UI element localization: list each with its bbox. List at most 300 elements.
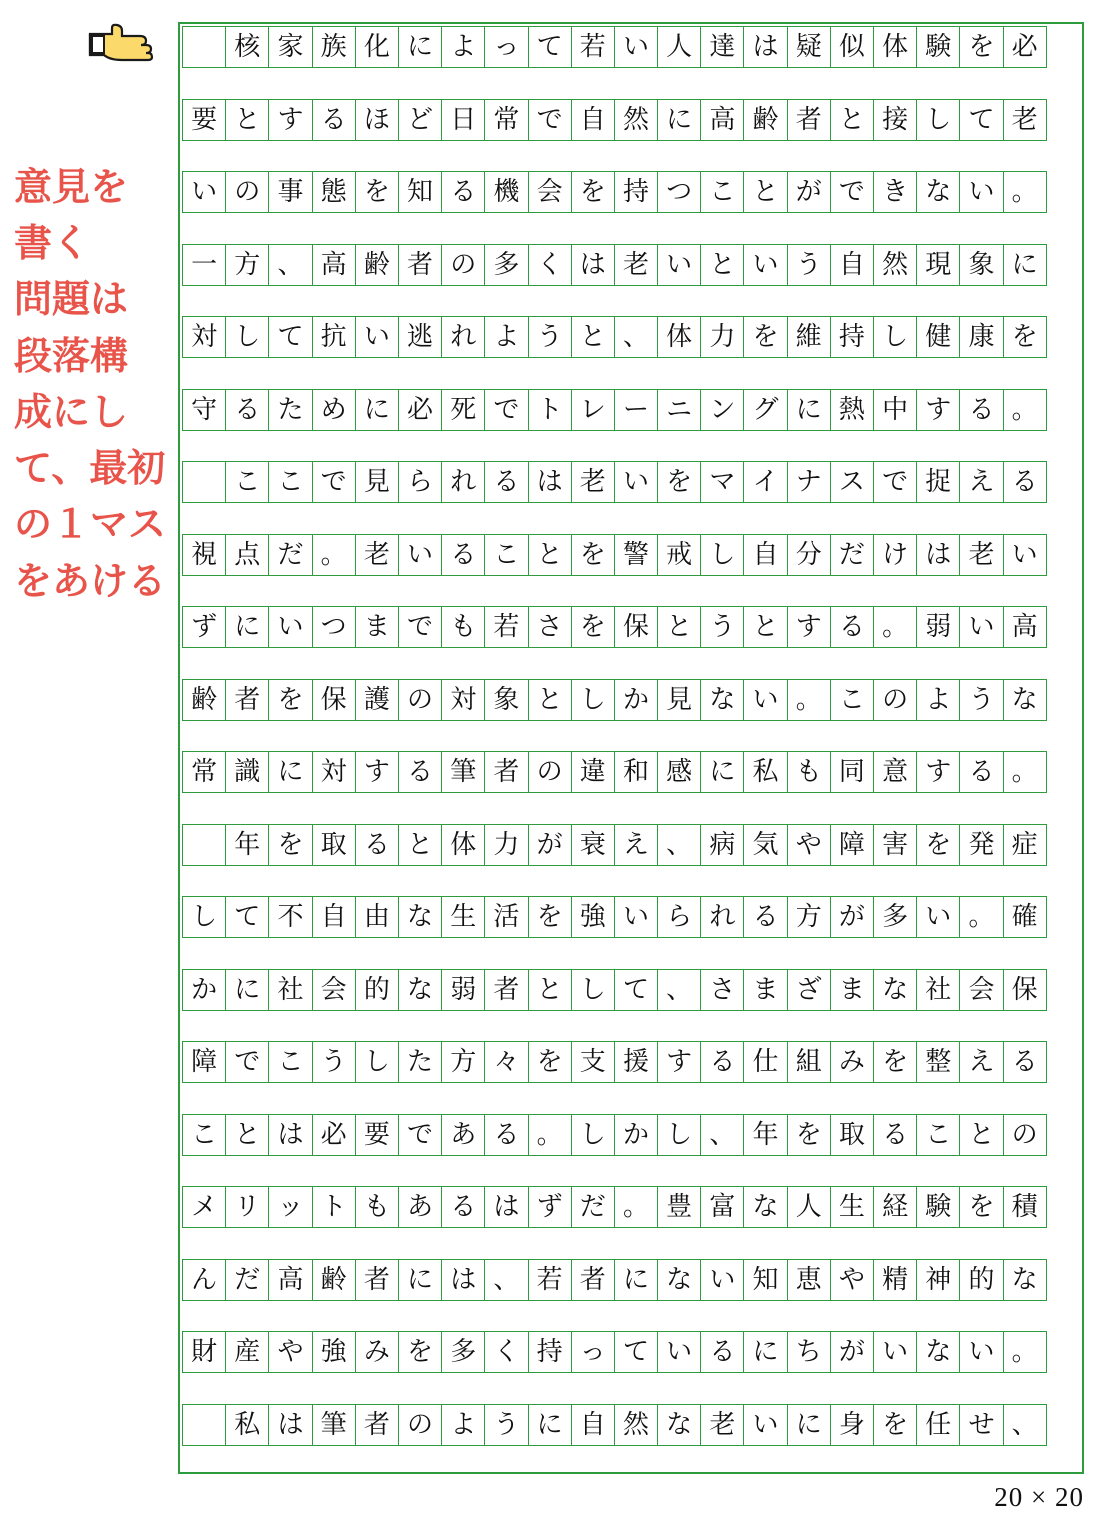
manuscript-cell[interactable]: と [528,679,572,721]
manuscript-cell[interactable]: え [614,824,658,866]
manuscript-cell[interactable]: 同 [830,751,874,793]
manuscript-cell[interactable]: 支 [571,1041,615,1083]
manuscript-cell[interactable]: 発 [959,824,1003,866]
manuscript-cell[interactable]: う [484,1404,528,1446]
manuscript-cell[interactable]: に [657,99,701,141]
manuscript-cell[interactable]: 、 [1003,1404,1047,1446]
manuscript-cell[interactable]: て [614,969,658,1011]
manuscript-cell[interactable]: と [657,606,701,648]
manuscript-cell[interactable]: 病 [700,824,744,866]
manuscript-cell[interactable]: う [787,244,831,286]
manuscript-cell[interactable]: な [398,969,442,1011]
manuscript-cell[interactable]: な [916,171,960,213]
manuscript-cell[interactable]: 活 [484,896,528,938]
manuscript-cell[interactable]: る [441,171,485,213]
manuscript-cell[interactable]: が [528,824,572,866]
manuscript-cell[interactable]: 仕 [743,1041,787,1083]
manuscript-cell[interactable]: 者 [355,1404,399,1446]
manuscript-cell[interactable]: 体 [873,26,917,68]
manuscript-cell[interactable]: い [657,244,701,286]
manuscript-cell[interactable]: さ [528,606,572,648]
manuscript-cell[interactable]: 齢 [312,1259,356,1301]
manuscript-cell[interactable]: 要 [182,99,226,141]
manuscript-cell[interactable]: る [1003,1041,1047,1083]
manuscript-cell[interactable]: 守 [182,389,226,431]
manuscript-cell[interactable]: こ [225,461,269,503]
manuscript-cell[interactable]: れ [700,896,744,938]
manuscript-cell[interactable]: 。 [787,679,831,721]
manuscript-cell[interactable]: 精 [873,1259,917,1301]
manuscript-cell[interactable]: を [657,461,701,503]
manuscript-cell[interactable]: 方 [441,1041,485,1083]
manuscript-cell[interactable]: な [873,969,917,1011]
manuscript-cell[interactable]: い [959,1331,1003,1373]
manuscript-cell[interactable]: 象 [484,679,528,721]
manuscript-cell[interactable]: し [571,969,615,1011]
manuscript-cell[interactable]: て [225,896,269,938]
manuscript-cell[interactable]: ら [657,896,701,938]
manuscript-cell[interactable]: の [441,244,485,286]
manuscript-cell[interactable]: と [743,606,787,648]
manuscript-cell[interactable]: い [700,1259,744,1301]
manuscript-cell[interactable]: 然 [614,99,658,141]
manuscript-cell[interactable]: 若 [484,606,528,648]
manuscript-cell[interactable]: 生 [441,896,485,938]
manuscript-cell[interactable]: 不 [268,896,312,938]
manuscript-cell[interactable]: よ [484,316,528,358]
manuscript-cell[interactable]: 健 [916,316,960,358]
manuscript-cell[interactable]: な [657,1404,701,1446]
manuscript-cell[interactable]: 。 [873,606,917,648]
manuscript-cell[interactable]: る [484,1114,528,1156]
manuscript-cell[interactable]: 康 [959,316,1003,358]
manuscript-cell[interactable]: 取 [312,824,356,866]
manuscript-cell[interactable]: る [959,751,1003,793]
manuscript-cell[interactable]: ど [398,99,442,141]
manuscript-cell[interactable]: の [528,751,572,793]
manuscript-cell[interactable]: 体 [657,316,701,358]
manuscript-cell[interactable]: 験 [916,1186,960,1228]
manuscript-cell[interactable]: ほ [355,99,399,141]
manuscript-cell[interactable]: に [398,1259,442,1301]
manuscript-cell[interactable]: だ [571,1186,615,1228]
manuscript-cell[interactable]: 抗 [312,316,356,358]
manuscript-cell[interactable]: を [571,534,615,576]
manuscript-cell[interactable]: こ [268,461,312,503]
manuscript-cell[interactable]: 整 [916,1041,960,1083]
manuscript-cell[interactable]: と [959,1114,1003,1156]
manuscript-cell[interactable]: 衰 [571,824,615,866]
manuscript-cell[interactable]: を [571,171,615,213]
manuscript-cell[interactable]: 経 [873,1186,917,1228]
manuscript-cell[interactable]: う [700,606,744,648]
manuscript-cell[interactable]: る [225,389,269,431]
manuscript-cell[interactable]: て [268,316,312,358]
manuscript-cell[interactable]: 持 [614,171,658,213]
manuscript-cell[interactable]: を [268,679,312,721]
manuscript-cell[interactable]: よ [916,679,960,721]
manuscript-cell[interactable]: す [657,1041,701,1083]
manuscript-cell[interactable]: と [528,534,572,576]
manuscript-cell[interactable]: る [700,1041,744,1083]
manuscript-cell[interactable]: 自 [312,896,356,938]
manuscript-cell[interactable]: 感 [657,751,701,793]
manuscript-cell[interactable]: 齢 [182,679,226,721]
manuscript-cell[interactable]: え [959,1041,1003,1083]
manuscript-cell[interactable]: 者 [571,1259,615,1301]
manuscript-cell[interactable]: ち [787,1331,831,1373]
manuscript-cell[interactable] [182,26,226,68]
manuscript-cell[interactable]: 持 [528,1331,572,1373]
manuscript-cell[interactable]: 必 [1003,26,1047,68]
manuscript-cell[interactable]: に [355,389,399,431]
manuscript-cell[interactable]: を [398,1331,442,1373]
manuscript-cell[interactable]: こ [182,1114,226,1156]
manuscript-cell[interactable]: 熱 [830,389,874,431]
manuscript-cell[interactable]: な [700,679,744,721]
manuscript-cell[interactable]: レ [571,389,615,431]
manuscript-cell[interactable]: な [1003,1259,1047,1301]
manuscript-cell[interactable]: ト [312,1186,356,1228]
manuscript-cell[interactable]: よ [441,1404,485,1446]
manuscript-cell[interactable]: 現 [916,244,960,286]
manuscript-cell[interactable]: を [873,1404,917,1446]
manuscript-cell[interactable]: も [441,606,485,648]
manuscript-cell[interactable]: 齢 [355,244,399,286]
manuscript-cell[interactable]: に [225,606,269,648]
manuscript-cell[interactable]: い [959,606,1003,648]
manuscript-cell[interactable]: 。 [1003,171,1047,213]
manuscript-cell[interactable]: け [873,534,917,576]
manuscript-cell[interactable]: る [959,389,1003,431]
manuscript-cell[interactable]: で [528,99,572,141]
manuscript-cell[interactable]: ッ [268,1186,312,1228]
manuscript-cell[interactable]: は [484,1186,528,1228]
manuscript-cell[interactable]: 私 [743,751,787,793]
manuscript-cell[interactable]: 症 [1003,824,1047,866]
manuscript-cell[interactable]: ざ [787,969,831,1011]
manuscript-cell[interactable]: 対 [182,316,226,358]
manuscript-cell[interactable]: 死 [441,389,485,431]
manuscript-cell[interactable]: と [398,824,442,866]
manuscript-cell[interactable]: 逃 [398,316,442,358]
manuscript-cell[interactable]: 知 [743,1259,787,1301]
manuscript-cell[interactable]: 力 [484,824,528,866]
manuscript-cell[interactable]: く [528,244,572,286]
manuscript-cell[interactable]: 弱 [916,606,960,648]
manuscript-cell[interactable]: に [268,751,312,793]
manuscript-cell[interactable]: 自 [743,534,787,576]
manuscript-cell[interactable]: 多 [873,896,917,938]
manuscript-cell[interactable]: し [657,1114,701,1156]
manuscript-cell[interactable]: い [182,171,226,213]
manuscript-cell[interactable]: 組 [787,1041,831,1083]
manuscript-cell[interactable]: 必 [398,389,442,431]
manuscript-cell[interactable]: 者 [787,99,831,141]
manuscript-cell[interactable]: 高 [268,1259,312,1301]
manuscript-cell[interactable]: た [398,1041,442,1083]
manuscript-cell[interactable]: を [571,606,615,648]
manuscript-cell[interactable]: 事 [268,171,312,213]
manuscript-cell[interactable]: 年 [743,1114,787,1156]
manuscript-cell[interactable]: る [484,461,528,503]
manuscript-cell[interactable]: 、 [268,244,312,286]
manuscript-cell[interactable] [182,1404,226,1446]
manuscript-cell[interactable]: 。 [528,1114,572,1156]
manuscript-cell[interactable]: 弱 [441,969,485,1011]
manuscript-cell[interactable]: ト [528,389,572,431]
manuscript-cell[interactable]: ス [830,461,874,503]
manuscript-cell[interactable]: に [787,389,831,431]
manuscript-cell[interactable]: の [873,679,917,721]
manuscript-cell[interactable]: 見 [657,679,701,721]
manuscript-cell[interactable]: 者 [484,969,528,1011]
manuscript-cell[interactable]: 高 [312,244,356,286]
manuscript-cell[interactable]: い [743,244,787,286]
manuscript-cell[interactable]: 。 [614,1186,658,1228]
manuscript-cell[interactable]: 一 [182,244,226,286]
manuscript-cell[interactable]: 筆 [441,751,485,793]
manuscript-cell[interactable]: す [916,389,960,431]
manuscript-cell[interactable]: か [614,679,658,721]
manuscript-cell[interactable]: ま [743,969,787,1011]
manuscript-cell[interactable]: 験 [916,26,960,68]
manuscript-cell[interactable]: イ [743,461,787,503]
manuscript-cell[interactable]: き [873,171,917,213]
manuscript-cell[interactable]: る [830,606,874,648]
manuscript-cell[interactable]: 年 [225,824,269,866]
manuscript-cell[interactable]: す [355,751,399,793]
manuscript-cell[interactable]: に [225,969,269,1011]
manuscript-cell[interactable]: い [355,316,399,358]
manuscript-cell[interactable]: 的 [959,1259,1003,1301]
manuscript-cell[interactable]: え [959,461,1003,503]
manuscript-cell[interactable]: の [398,679,442,721]
manuscript-cell[interactable]: か [614,1114,658,1156]
manuscript-cell[interactable]: い [657,1331,701,1373]
manuscript-cell[interactable]: っ [571,1331,615,1373]
manuscript-cell[interactable]: 力 [700,316,744,358]
manuscript-cell[interactable]: 持 [830,316,874,358]
manuscript-cell[interactable]: 方 [787,896,831,938]
manuscript-cell[interactable]: つ [312,606,356,648]
manuscript-cell[interactable]: す [787,606,831,648]
manuscript-cell[interactable]: は [571,244,615,286]
manuscript-cell[interactable]: 自 [830,244,874,286]
manuscript-cell[interactable]: で [312,461,356,503]
manuscript-cell[interactable]: 生 [830,1186,874,1228]
manuscript-cell[interactable]: が [830,1331,874,1373]
manuscript-cell[interactable]: し [571,679,615,721]
manuscript-cell[interactable]: だ [830,534,874,576]
manuscript-cell[interactable]: も [787,751,831,793]
manuscript-cell[interactable]: い [873,1331,917,1373]
manuscript-cell[interactable]: た [268,389,312,431]
manuscript-cell[interactable]: は [441,1259,485,1301]
manuscript-cell[interactable]: や [268,1331,312,1373]
manuscript-cell[interactable]: 日 [441,99,485,141]
manuscript-cell[interactable]: 気 [743,824,787,866]
manuscript-cell[interactable]: 富 [700,1186,744,1228]
manuscript-cell[interactable]: 者 [484,751,528,793]
manuscript-cell[interactable]: 々 [484,1041,528,1083]
manuscript-cell[interactable]: が [787,171,831,213]
manuscript-cell[interactable]: す [268,99,312,141]
manuscript-cell[interactable]: を [1003,316,1047,358]
manuscript-cell[interactable]: 違 [571,751,615,793]
manuscript-cell[interactable]: 人 [787,1186,831,1228]
manuscript-cell[interactable]: 視 [182,534,226,576]
manuscript-cell[interactable]: ら [398,461,442,503]
manuscript-cell[interactable]: 族 [312,26,356,68]
manuscript-cell[interactable]: あ [441,1114,485,1156]
manuscript-cell[interactable]: の [225,171,269,213]
manuscript-cell[interactable]: い [959,171,1003,213]
manuscript-cell[interactable]: の [398,1404,442,1446]
manuscript-cell[interactable]: 核 [225,26,269,68]
manuscript-cell[interactable]: な [398,896,442,938]
manuscript-cell[interactable]: 然 [873,244,917,286]
manuscript-cell[interactable]: を [268,824,312,866]
manuscript-cell[interactable]: こ [268,1041,312,1083]
manuscript-cell[interactable]: 筆 [312,1404,356,1446]
manuscript-cell[interactable]: 象 [959,244,1003,286]
manuscript-cell[interactable]: せ [959,1404,1003,1446]
manuscript-cell[interactable]: く [484,1331,528,1373]
manuscript-cell[interactable]: る [398,751,442,793]
manuscript-cell[interactable]: 自 [571,1404,615,1446]
manuscript-cell[interactable]: な [916,1331,960,1373]
manuscript-cell[interactable]: っ [484,26,528,68]
manuscript-cell[interactable]: と [743,171,787,213]
manuscript-cell[interactable]: で [484,389,528,431]
manuscript-cell[interactable]: と [830,99,874,141]
manuscript-cell[interactable]: し [182,896,226,938]
manuscript-cell[interactable]: で [398,1114,442,1156]
manuscript-cell[interactable]: と [225,99,269,141]
manuscript-cell[interactable]: 、 [657,969,701,1011]
manuscript-cell[interactable]: 機 [484,171,528,213]
manuscript-cell[interactable]: 確 [1003,896,1047,938]
manuscript-cell[interactable]: が [830,896,874,938]
manuscript-cell[interactable]: 分 [787,534,831,576]
manuscript-cell[interactable]: 多 [484,244,528,286]
manuscript-cell[interactable]: で [225,1041,269,1083]
manuscript-cell[interactable]: 者 [355,1259,399,1301]
manuscript-cell[interactable]: 体 [441,824,485,866]
manuscript-cell[interactable]: を [873,1041,917,1083]
manuscript-cell[interactable]: 知 [398,171,442,213]
manuscript-cell[interactable]: ン [700,389,744,431]
manuscript-cell[interactable]: み [355,1331,399,1373]
manuscript-cell[interactable]: 積 [1003,1186,1047,1228]
manuscript-cell[interactable]: 点 [225,534,269,576]
manuscript-cell[interactable]: で [398,606,442,648]
manuscript-cell[interactable]: 取 [830,1114,874,1156]
manuscript-cell[interactable]: ナ [787,461,831,503]
manuscript-cell[interactable]: 恵 [787,1259,831,1301]
manuscript-cell[interactable]: ま [830,969,874,1011]
manuscript-cell[interactable]: 自 [571,99,615,141]
manuscript-cell[interactable]: 若 [571,26,615,68]
manuscript-cell[interactable]: あ [398,1186,442,1228]
manuscript-cell[interactable]: ず [528,1186,572,1228]
manuscript-cell[interactable]: 保 [1003,969,1047,1011]
manuscript-cell[interactable]: や [830,1259,874,1301]
manuscript-cell[interactable]: る [1003,461,1047,503]
manuscript-cell[interactable]: 達 [700,26,744,68]
manuscript-cell[interactable]: ず [182,606,226,648]
manuscript-cell[interactable]: に [528,1404,572,1446]
manuscript-cell[interactable]: 戒 [657,534,701,576]
manuscript-cell[interactable]: 会 [528,171,572,213]
manuscript-cell[interactable]: と [700,244,744,286]
manuscript-cell[interactable]: 害 [873,824,917,866]
manuscript-cell[interactable]: る [441,534,485,576]
manuscript-cell[interactable]: 保 [312,679,356,721]
manuscript-cell[interactable]: 強 [312,1331,356,1373]
manuscript-cell[interactable]: を [916,824,960,866]
manuscript-cell[interactable]: し [916,99,960,141]
manuscript-cell[interactable]: は [268,1404,312,1446]
manuscript-cell[interactable]: み [830,1041,874,1083]
manuscript-cell[interactable]: こ [830,679,874,721]
manuscript-cell[interactable]: 人 [657,26,701,68]
manuscript-cell[interactable]: 。 [312,534,356,576]
manuscript-cell[interactable]: 障 [182,1041,226,1083]
manuscript-cell[interactable]: 社 [268,969,312,1011]
manuscript-cell[interactable]: う [959,679,1003,721]
manuscript-cell[interactable]: を [743,316,787,358]
manuscript-cell[interactable]: 者 [225,679,269,721]
manuscript-cell[interactable]: る [743,896,787,938]
manuscript-cell[interactable]: 常 [484,99,528,141]
manuscript-cell[interactable]: 必 [312,1114,356,1156]
manuscript-cell[interactable]: を [528,896,572,938]
manuscript-cell[interactable]: 老 [1003,99,1047,141]
manuscript-cell[interactable]: 援 [614,1041,658,1083]
manuscript-cell[interactable]: 強 [571,896,615,938]
manuscript-cell[interactable]: と [571,316,615,358]
manuscript-cell[interactable]: 老 [355,534,399,576]
manuscript-cell[interactable]: 身 [830,1404,874,1446]
manuscript-cell[interactable]: 会 [312,969,356,1011]
manuscript-cell[interactable]: て [614,1331,658,1373]
manuscript-cell[interactable]: ニ [657,389,701,431]
manuscript-cell[interactable]: 高 [700,99,744,141]
manuscript-cell[interactable]: い [614,896,658,938]
manuscript-cell[interactable]: い [614,461,658,503]
manuscript-cell[interactable]: 然 [614,1404,658,1446]
manuscript-cell[interactable]: こ [700,171,744,213]
manuscript-cell[interactable]: 老 [700,1404,744,1446]
manuscript-cell[interactable]: う [312,1041,356,1083]
manuscript-cell[interactable]: 障 [830,824,874,866]
manuscript-cell[interactable]: と [528,969,572,1011]
manuscript-cell[interactable]: 常 [182,751,226,793]
manuscript-cell[interactable]: し [873,316,917,358]
manuscript-cell[interactable]: る [873,1114,917,1156]
manuscript-cell[interactable] [182,461,226,503]
manuscript-cell[interactable]: 者 [398,244,442,286]
manuscript-cell[interactable]: を [959,26,1003,68]
manuscript-cell[interactable]: う [528,316,572,358]
manuscript-cell[interactable]: マ [700,461,744,503]
manuscript-cell[interactable]: は [916,534,960,576]
manuscript-cell[interactable]: 方 [225,244,269,286]
manuscript-cell[interactable]: い [1003,534,1047,576]
manuscript-cell[interactable]: 態 [312,171,356,213]
